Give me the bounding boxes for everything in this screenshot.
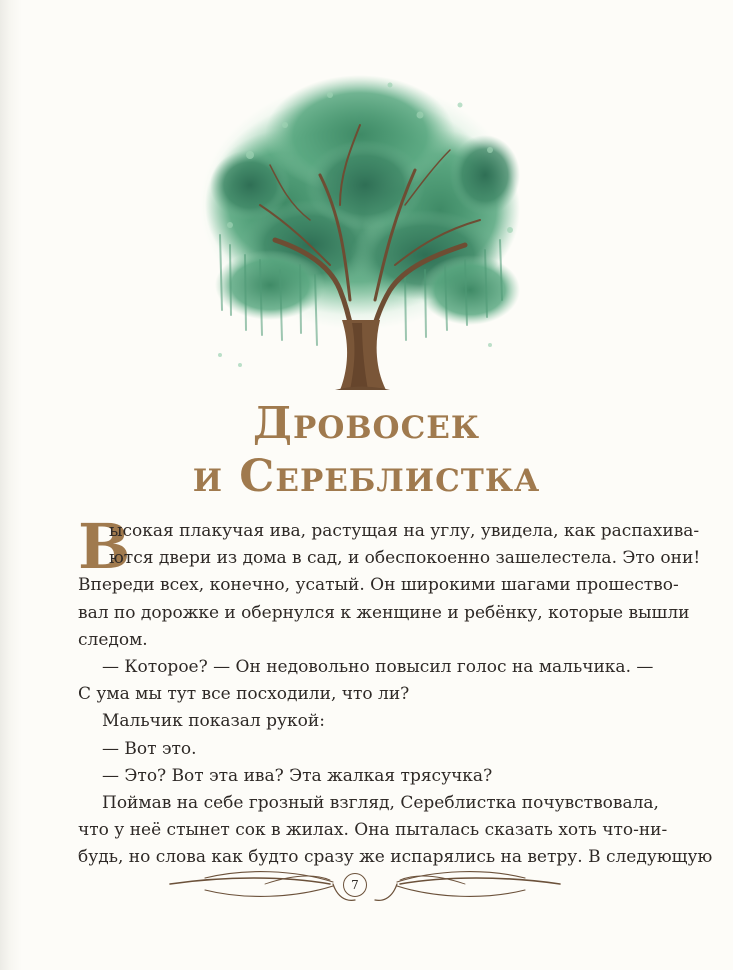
text-line: следом. <box>78 629 148 650</box>
text-line: — Которое? — Он недовольно повысил голос на мальчика. — <box>102 656 654 677</box>
text-line: Поймав на себе грозный взгляд, Сереблистка почувствовала, <box>102 792 659 813</box>
text-line: Мальчик показал рукой: <box>102 711 325 732</box>
text-line: ысокая плакучая ива, растущая на углу, увидела, как распахива- <box>109 521 700 541</box>
page-number: 7 <box>343 873 367 897</box>
body-text <box>78 510 713 871</box>
text-line: ются двери из дома в сад, и обеспокоенно зашелестела. Это они! <box>109 548 701 569</box>
chapter-title-line-1: Дровосек <box>252 398 481 449</box>
text-line: будь, но слова как будто сразу же испарялись на ветру. В следующую <box>78 847 713 868</box>
text-line: С ума мы тут все посходили, что ли? <box>78 684 410 705</box>
drop-cap: В <box>78 510 131 583</box>
text-line: вал по дорожке и обернулся к женщине и ребёнку, которые вышли <box>78 602 690 623</box>
text-line: — Это? Вот эта ива? Эта жалкая трясучка? <box>102 765 493 786</box>
text-line: — Вот это. <box>102 738 197 759</box>
chapter-title-line-2: и Сереблистка <box>192 451 541 502</box>
willow-tree-illustration <box>190 55 530 390</box>
text-line: что у неё стынет сок в жилах. Она пыталась сказать хоть что-ни- <box>78 820 668 841</box>
text-line: Впереди всех, конечно, усатый. Он широкими шагами прошество- <box>78 575 679 596</box>
